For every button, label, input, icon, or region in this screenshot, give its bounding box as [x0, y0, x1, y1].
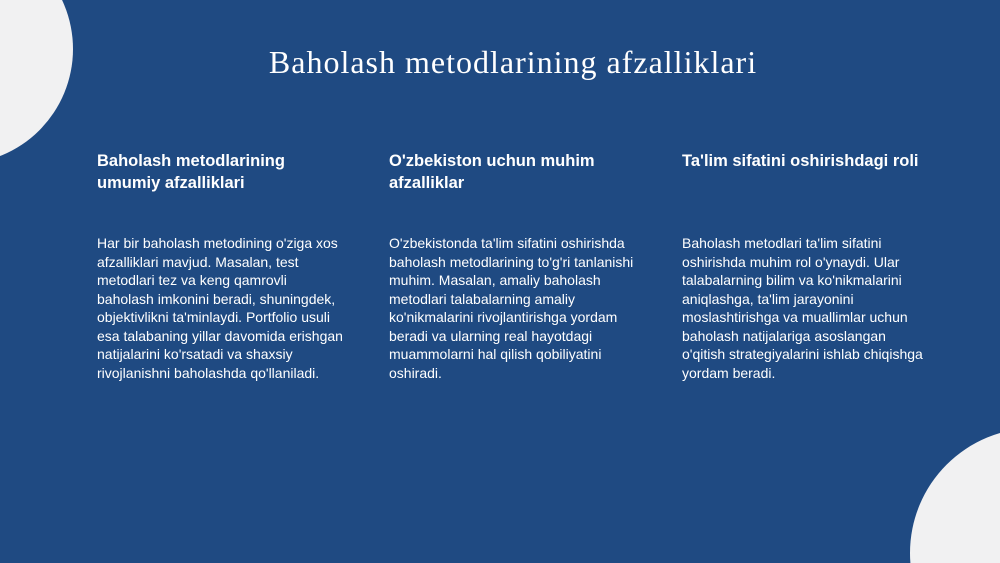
- column-heading: O'zbekiston uchun muhim afzalliklar: [389, 152, 595, 192]
- column-heading: Baholash metodlarining umumiy afzalliklari: [97, 152, 285, 192]
- column-body: Baholash metodlari ta'lim sifatini oshirishda muhim rol o'ynaydi. Ular talabalarning bilim va ko'nikmalarini aniqlashga, ta'lim jarayonini moslashtirishga va muallimlar uchun baholash natijalariga asoslangan o'qitish strategiyalarini ishlab chiqishga yordam beradi.: [682, 235, 923, 381]
- column-uzbekistan-advantages: [389, 150, 639, 382]
- slide-title: Baholash metodlarining afzalliklari: [268, 44, 758, 80]
- column-heading: Ta'lim sifatini oshirishdagi roli: [682, 152, 919, 170]
- column-quality-role: [682, 150, 932, 382]
- decorative-circle-bottom-right: [910, 428, 1000, 563]
- column-general-advantages: [97, 150, 347, 382]
- column-body: O'zbekistonda ta'lim sifatini oshirishda baholash metodlarining to'g'ri tanlanishi muhim. Masalan, amaliy baholash metodlari talabalarning amaliy ko'nikmalarini rivojlantirishga yordam beradi va ularning real hayotdagi muammolarni hal qilish qobiliyatini oshiradi.: [389, 235, 634, 381]
- decorative-circle-top-left: [0, 0, 73, 164]
- column-body: Har bir baholash metodining o'ziga xos afzalliklari mavjud. Masalan, test metodlari tez va keng qamrovli baholash imkonini beradi, shuningdek, objektivlikni ta'minlaydi. Portfolio usuli esa talabaning yillar davomida erishgan natijalarini ko'rsatadi va shaxsiy rivojlanishni baholashda qo'llaniladi.: [97, 235, 343, 381]
